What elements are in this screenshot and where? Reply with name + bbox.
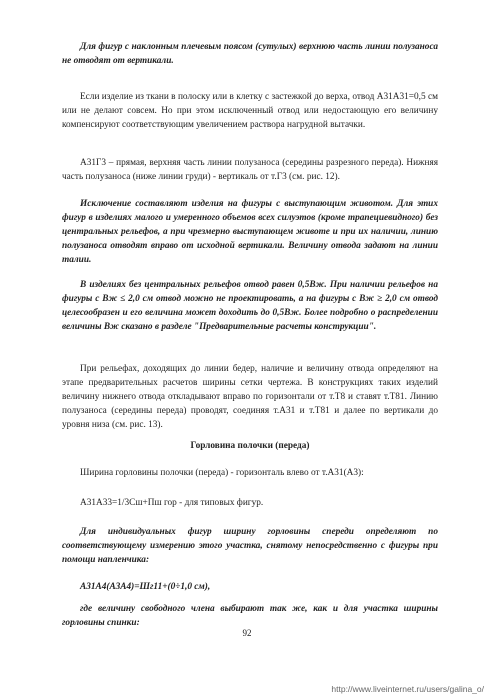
formula-2: А31А4(А3А4)=Шг11+(0÷1,0 см),: [80, 582, 211, 592]
paragraph-1: Для фигур с наклонным плечевым поясом (сутулых) верхнюю часть линии полузаноса не отводят от вертикали.: [62, 42, 438, 66]
paragraph-4: Исключение составляют изделия на фигуры с выступающим животом. Для этих фигур в изделиях малого и умеренного объемов всех силуэтов (кроме трапециевидного) без центральных рельефов, а при чрезмерно выступающем животе и при их наличии, линию полузаноса отводят вправо от исходной вертикали. Величину отвода задают на линии талии.: [62, 199, 438, 265]
page-number: 92: [242, 628, 252, 638]
formula-1: А31А33=1/3Сш+Пш гор - для типовых фигур.: [80, 498, 264, 508]
paragraph-9: где величину свободного члена выбирают так же, как и для участка ширины горловины спинки:: [62, 604, 438, 628]
paragraph-3: А31Г3 – прямая, верхняя часть линии полузаноса (середины разрезного переда). Нижняя часть полузаноса (ниже линии груди) - вертикаль от т.Г3 (см. рис. 12).: [62, 158, 438, 182]
watermark-url: http://www.liveinternet.ru/users/galina_o/: [331, 684, 484, 694]
section-heading: Горловина полочки (переда): [190, 441, 310, 451]
paragraph-8: Для индивидуальных фигур ширину горловины спереди определяют по соответствующему измерению этого участка, снятому непосредственно с фигуры при помощи напленчика:: [62, 527, 438, 565]
paragraph-6: При рельефах, доходящих до линии бедер, наличие и величину отвода определяют на этапе предварительных расчетов ширины сетки чертежа. В конструкциях таких изделий величину нижнего отвода откладывают вправо по горизонтали от т.Т8 и ставят т.Т81. Линию полузаноса (середины переда) проводят, соединяя т.А31 и т.Т81 и далее по вертикали до уровня низа (см. рис. 13).: [62, 364, 438, 430]
paragraph-5: В изделиях без центральных рельефов отвод равен 0,5Вж. При наличии рельефов на фигуры с Вж ≤ 2,0 см отвод можно не проектировать, а на фигуры с Вж ≥ 2,0 см отвод целесообразен и его величина может доходить до 0,5Вж. Более подробно о распределении величины Вж сказано в разделе "Предварительные расчеты конструкции".: [62, 280, 438, 332]
paragraph-2: Если изделие из ткани в полоску или в клетку с застежкой до верха, отвод А31А31=0,5 см или не делают совсем. Но при этом исключенный отвод или недостающую его величину компенсируют соответствующим увеличением раствора нагрудной вытачки.: [62, 92, 438, 130]
paragraph-7: Ширина горловины полочки (переда) - горизонталь влево от т.А31(А3):: [80, 468, 364, 478]
